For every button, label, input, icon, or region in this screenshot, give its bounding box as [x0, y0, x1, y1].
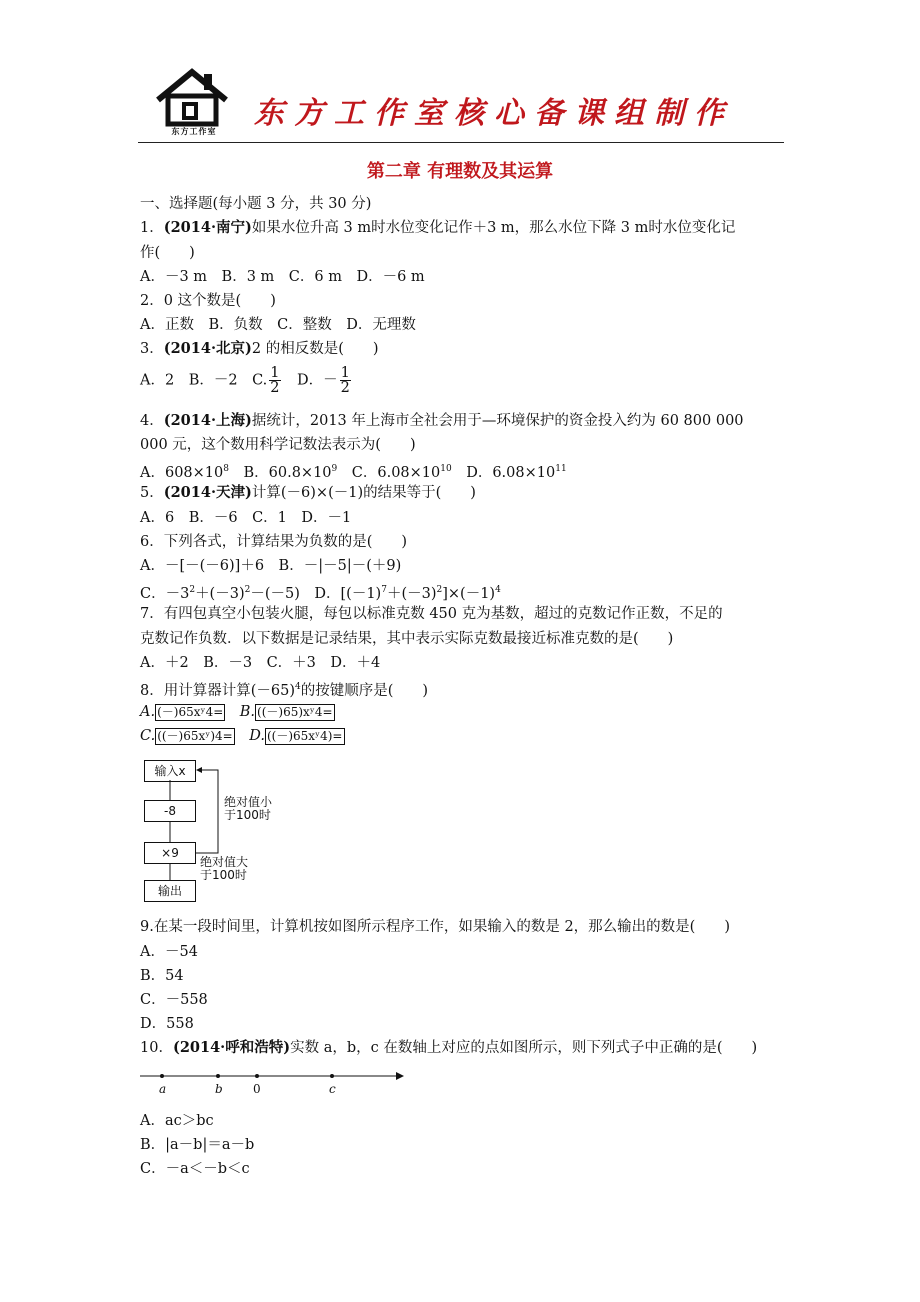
q6-d-exp2: 2	[436, 585, 443, 595]
q4-option-d: D．6.08×10	[451, 464, 556, 481]
flowchart	[140, 758, 300, 908]
q4-text: 据统计，2013 年上海市全社会用于—环境保护的资金投入约为 60 800 000	[251, 413, 744, 429]
q8-option-b-label: B.	[225, 704, 256, 720]
q4-source: (2014·上海)	[163, 412, 252, 429]
number-line	[140, 1068, 410, 1102]
question-10-option-b: B．|a－b|＝a－b	[140, 1137, 255, 1153]
number-line-label-b: b	[215, 1082, 223, 1096]
q6-d-part2: ＋(－3)	[386, 585, 437, 602]
q4-option-b: B．60.8×10	[228, 464, 332, 481]
q8-option-d-keys: ((－)65xʸ4)=	[266, 729, 343, 743]
q10-number: 10．	[140, 1040, 173, 1056]
question-7-options: A．＋2 B．－3 C．＋3 D．＋4	[140, 655, 381, 671]
logo-caption: 东方工作室	[171, 127, 217, 136]
question-10-option-a: A．ac＞bc	[140, 1113, 214, 1129]
page-header	[138, 62, 784, 146]
question-7-stem-cont: 克数记作负数．以下数据是记录结果，其中表示实际克数最接近标准克数的是( )	[140, 631, 674, 647]
q8-stem-a: 8．用计算器计算(－65)	[140, 682, 295, 699]
question-6-options-ab: A．－[－(－6)]＋6 B．－|－5|－(＋9)	[140, 558, 402, 574]
flow-minus-box: -8	[144, 800, 196, 822]
question-9-option-c: C．－558	[140, 992, 208, 1008]
question-9-option-b: B．54	[140, 968, 184, 984]
q6-d-exp3: 4	[495, 585, 501, 595]
question-2-options: A．正数 B．负数 C．整数 D．无理数	[140, 317, 416, 333]
flow-loop-label	[224, 796, 272, 822]
fraction-denominator: 2	[270, 380, 280, 396]
section-heading: 一、选择题(每小题 3 分，共 30 分)	[140, 196, 372, 212]
q5-text: 计算(－6)×(－1)的结果等于( )	[251, 485, 476, 501]
q1-source: (2014·南宁)	[163, 219, 252, 236]
q8-option-a-label: A.	[140, 704, 156, 720]
question-4-options	[140, 459, 567, 483]
q8-stem-exp: 4	[295, 682, 301, 692]
q3-options-abc: A．2 B．－2 C.	[140, 372, 268, 389]
question-9-stem: 9.在某一段时间里，计算机按如图所示程序工作，如果输入的数是 2，那么输出的数是( )	[140, 919, 730, 935]
flow-loop-label-l2: 于100时	[224, 808, 271, 822]
question-4-stem-cont: 000 元，这个数用科学记数法表示为( )	[140, 437, 416, 453]
q6-c-part2: ＋(－3)	[195, 585, 245, 602]
q3-text: 2 的相反数是( )	[251, 341, 379, 357]
flow-exit-label-l1: 绝对值大	[200, 855, 249, 869]
q8-option-b-keys: ((－)65)xʸ4=	[257, 705, 333, 719]
number-line-label-a: a	[159, 1082, 167, 1096]
q1-text: 如果水位升高 3 m时水位变化记作＋3 m，那么水位下降 3 m时水位变化记	[251, 220, 736, 236]
question-7-stem: 7．有四包真空小包装火腿，每包以标准克数 450 克为基数，超过的克数记作正数，不足的	[140, 606, 723, 622]
flow-input-box: 输入x	[144, 760, 196, 782]
q4-exp-c: 10	[440, 464, 452, 474]
question-3-options	[140, 366, 353, 395]
q8-option-c-label: C.	[140, 728, 156, 744]
question-9-option-d: D．558	[140, 1016, 194, 1032]
chapter-title: 第二章 有理数及其运算	[366, 161, 554, 182]
question-1-stem-cont: 作( )	[140, 245, 195, 261]
fraction-numerator: 1	[340, 365, 350, 381]
q10-text: 实数 a，b，c 在数轴上对应的点如图所示，则下列式子中正确的是( )	[290, 1040, 758, 1056]
q6-c-exp1: 2	[189, 585, 196, 595]
flow-loop-label-l1: 绝对值小	[224, 795, 273, 809]
fraction-numerator: 1	[270, 365, 280, 381]
q3-number: 3．	[140, 341, 164, 357]
q3-option-d: D．－	[282, 372, 338, 389]
question-6-stem: 6．下列各式，计算结果为负数的是( )	[140, 534, 408, 550]
fraction-denominator: 2	[340, 380, 350, 396]
question-10-stem	[140, 1038, 757, 1058]
question-8-options-cd	[140, 726, 345, 746]
number-line-axis	[140, 1068, 410, 1088]
question-8-options-ab	[140, 702, 335, 722]
q4-number: 4．	[140, 413, 164, 429]
question-5-stem	[140, 483, 476, 503]
question-2-stem: 2．0 这个数是( )	[140, 293, 276, 309]
flow-output-box: 输出	[144, 880, 196, 902]
question-3-stem	[140, 339, 379, 359]
header-title: 东方工作室核心备课组制作	[254, 96, 734, 131]
question-6-options-cd	[140, 580, 501, 604]
q8-option-a-keys: (－)65xʸ4=	[157, 705, 224, 719]
question-8-stem	[140, 677, 428, 701]
q6-c-exp2: 2	[244, 585, 251, 595]
q6-d-part3: ]×(－1)	[442, 585, 496, 602]
question-1-stem	[140, 218, 735, 238]
q5-number: 5．	[140, 485, 164, 501]
q4-option-c: C．6.08×10	[337, 464, 441, 481]
question-10-option-c: C．－a＜－b＜c	[140, 1161, 250, 1177]
question-9-option-a: A．－54	[140, 944, 198, 960]
flow-times-box: ×9	[144, 842, 196, 864]
q6-c-part1: C．－3	[140, 585, 190, 602]
question-1-options: A．－3 m B．3 m C．6 m D．－6 m	[140, 269, 425, 285]
q8-option-d-label: D.	[234, 728, 265, 744]
q8-stem-b: 的按键顺序是( )	[300, 682, 429, 699]
q4-exp-d: 11	[555, 464, 567, 474]
q4-exp-a: 8	[223, 464, 229, 474]
q5-source: (2014·天津)	[163, 484, 252, 501]
q6-d-exp1: 7	[381, 585, 387, 595]
number-line-label-c: c	[329, 1082, 336, 1096]
q10-source: (2014·呼和浩特)	[172, 1039, 291, 1056]
question-5-options: A．6 B．－6 C．1 D．－1	[140, 510, 352, 526]
q1-number: 1．	[140, 220, 164, 236]
question-4-stem	[140, 411, 744, 431]
q8-option-c-keys: ((－)65xʸ)4=	[157, 729, 233, 743]
header-divider	[138, 142, 784, 143]
fraction-half-neg	[340, 366, 351, 395]
q6-c-part3: －(－5) D．[(－1)	[250, 585, 382, 602]
q4-option-a: A．608×10	[140, 464, 224, 481]
flow-exit-label	[200, 856, 248, 882]
fraction-half	[269, 366, 280, 395]
flow-exit-label-l2: 于100时	[200, 868, 247, 882]
q3-source: (2014·北京)	[163, 340, 252, 357]
q4-exp-b: 9	[331, 464, 338, 474]
number-line-label-zero: 0	[253, 1082, 261, 1096]
